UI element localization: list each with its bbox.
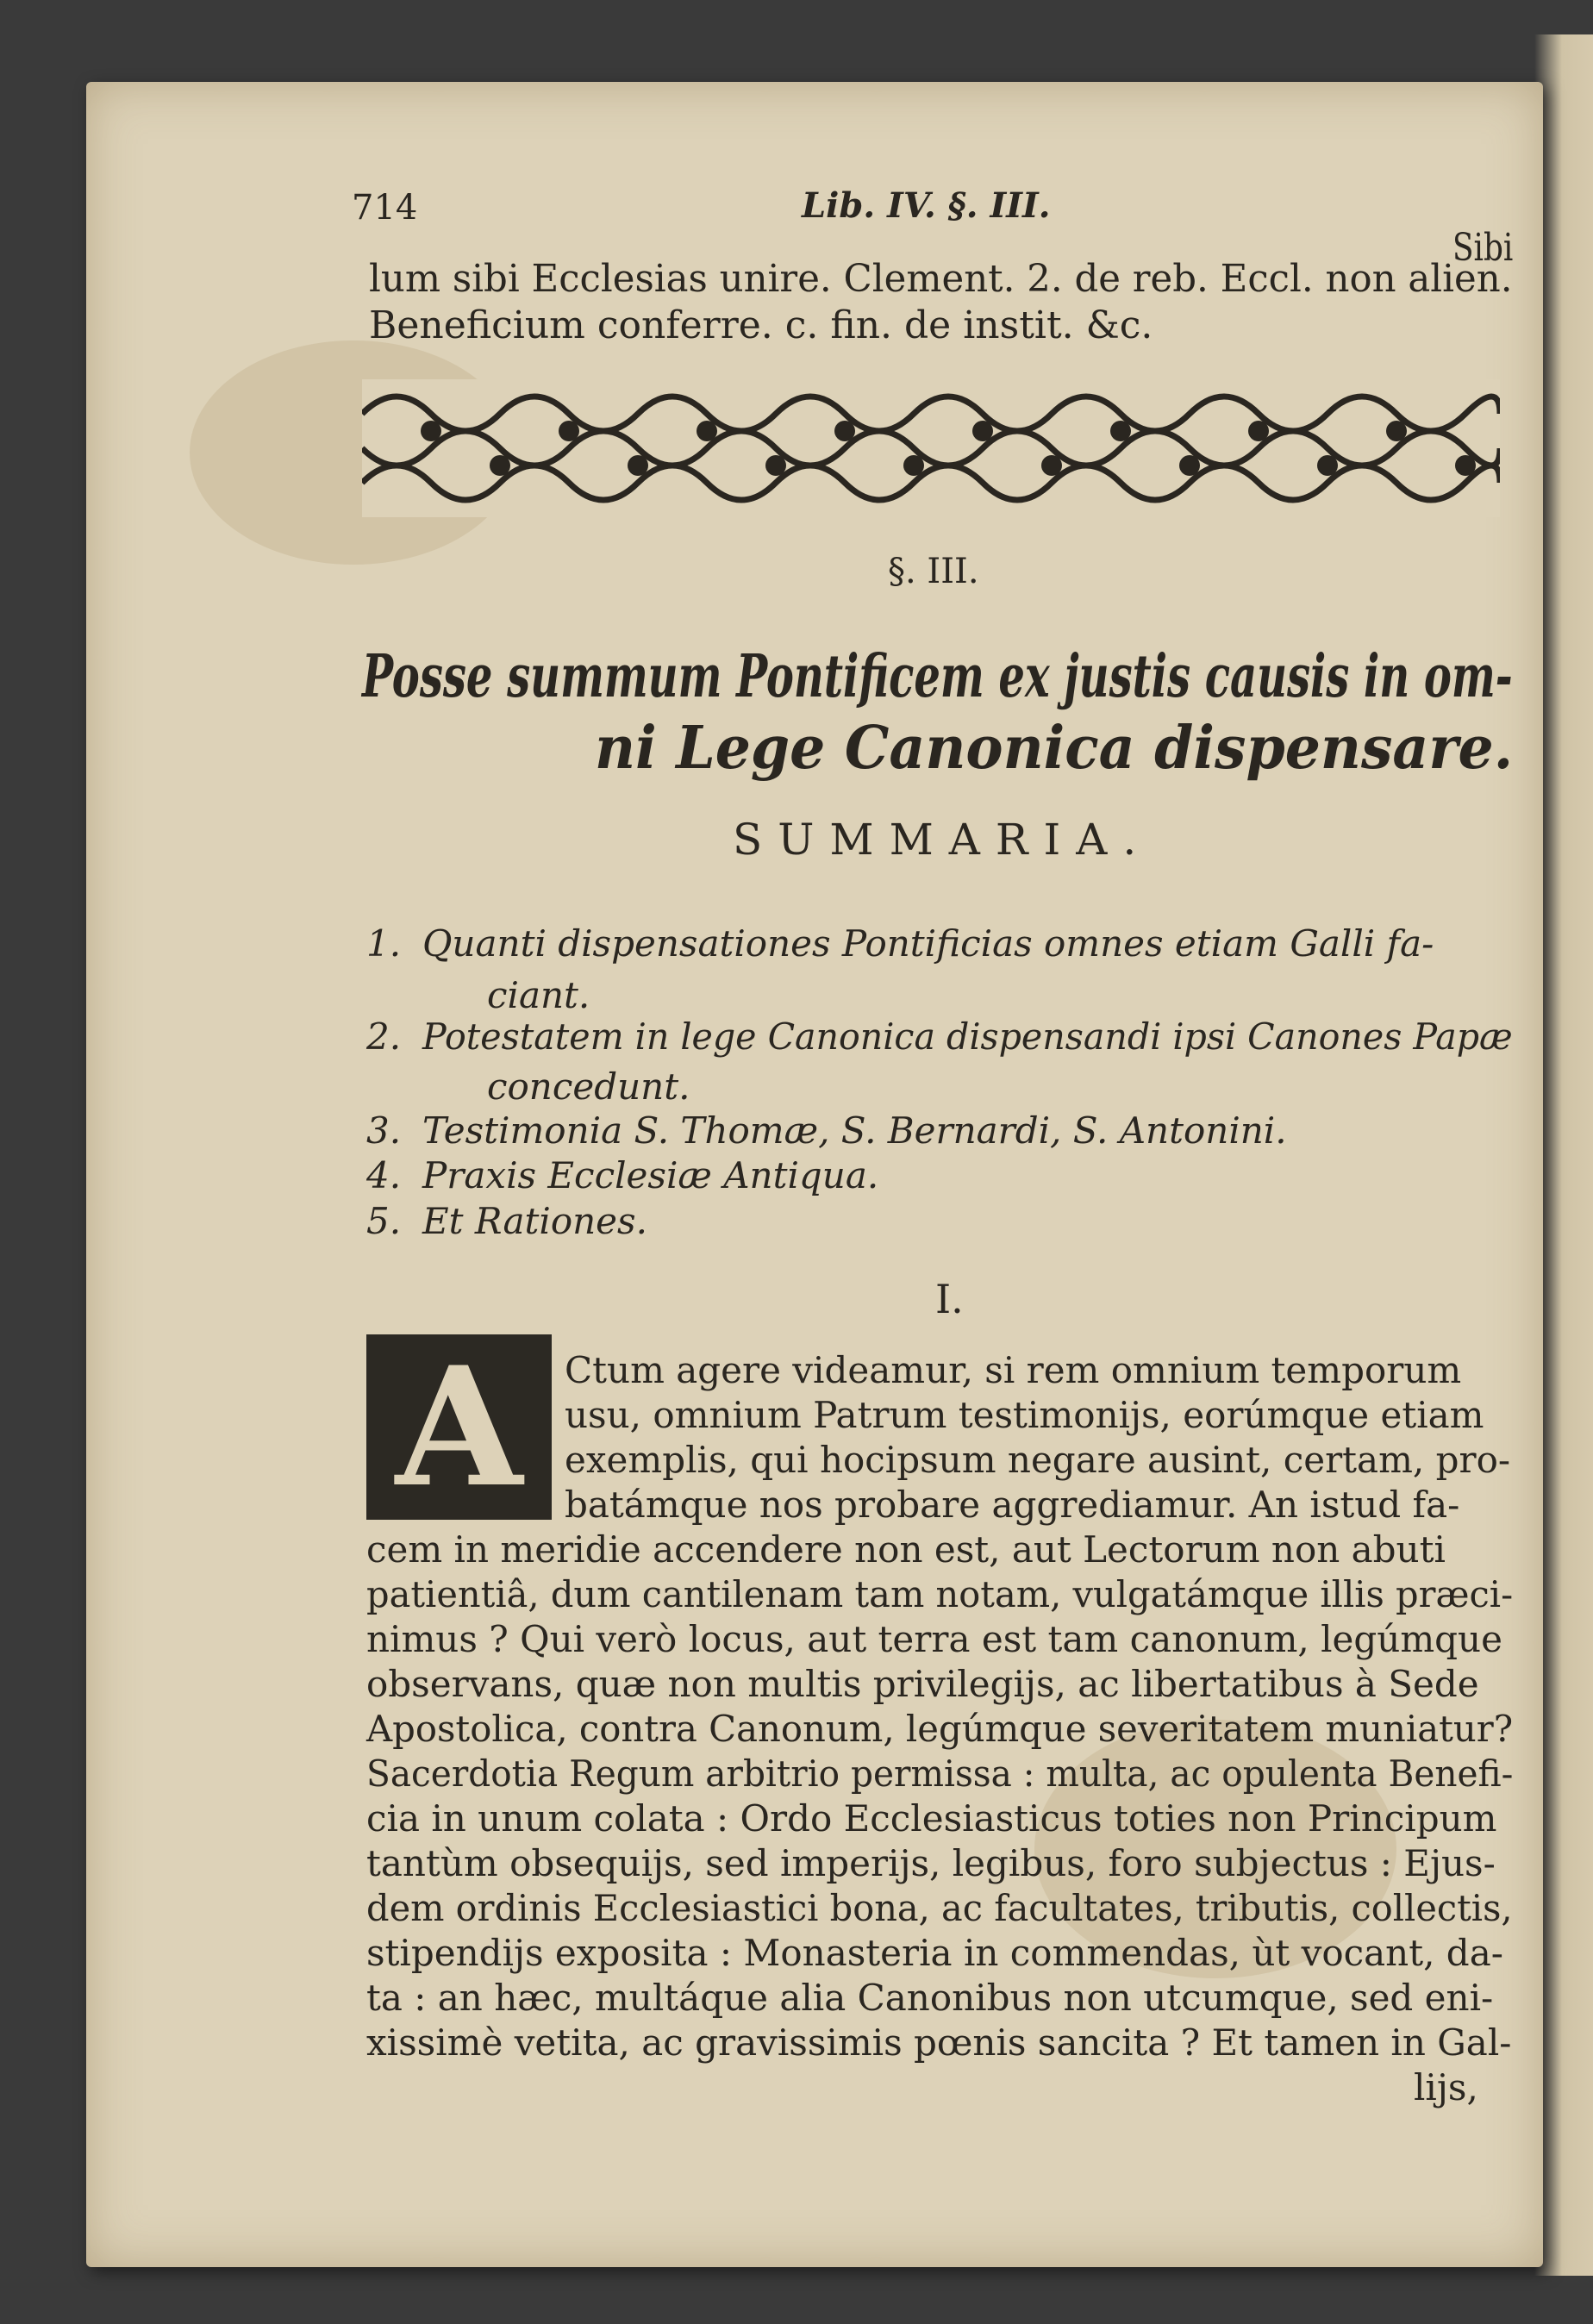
page-number: 714 bbox=[352, 188, 418, 228]
body-line: nimus ? Qui verò locus, aut terra est tam canonum, legúmque bbox=[366, 1618, 1502, 1660]
section-title: ni Lege Canonica dispensare. bbox=[595, 714, 1514, 783]
ornament-band bbox=[362, 379, 1500, 517]
body-line: xissimè vetita, ac gravissimis pœnis sancita ? Et tamen in Gal- bbox=[366, 2021, 1512, 2064]
summary-cont: concedunt. bbox=[487, 1065, 690, 1108]
intro-line: lum sibi Ecclesias unire. Clement. 2. de reb. Eccl. non alien. bbox=[369, 257, 1513, 301]
body-line: dem ordinis Ecclesiastici bona, ac facultates, tributis, collectis, bbox=[366, 1887, 1513, 1929]
summary-text: Et Rationes. bbox=[422, 1200, 647, 1242]
summary-num: 2. bbox=[366, 1015, 402, 1058]
dropcap-letter: A bbox=[395, 1331, 523, 1523]
body-line: usu, omnium Patrum testimonijs, eorúmque etiam bbox=[565, 1394, 1484, 1436]
summary-text: Testimonia S. Thomæ, S. Bernardi, S. Antonini. bbox=[422, 1109, 1287, 1152]
summary-num: 1. bbox=[366, 922, 402, 965]
catchword: Sibi bbox=[1452, 226, 1514, 270]
facing-page-edge bbox=[1534, 34, 1593, 2276]
body-line: cem in meridie accendere non est, aut Lectorum non abuti bbox=[366, 1528, 1446, 1571]
intro-line: Beneficium conferre. c. fin. de instit. &c. bbox=[369, 303, 1153, 347]
chapter-numeral: I. bbox=[935, 1276, 964, 1322]
body-line: patientiâ, dum cantilenam tam notam, vulgatámque illis præci- bbox=[366, 1573, 1514, 1615]
body-line: batámque nos probare aggrediamur. An istud fa- bbox=[565, 1484, 1460, 1526]
section-title: Posse summum Pontificem ex justis causis in om- bbox=[362, 642, 1513, 711]
summary-cont: ciant. bbox=[487, 974, 590, 1016]
body-line: Apostolica, contra Canonum, legúmque severitatem muniatur? bbox=[366, 1708, 1514, 1750]
body-line: cia in unum colata : Ordo Ecclesiasticus toties non Principum bbox=[366, 1797, 1497, 1840]
summaria-heading: SUMMARIA. bbox=[733, 815, 1153, 865]
summary-num: 4. bbox=[366, 1154, 402, 1196]
summary-num: 5. bbox=[366, 1200, 402, 1242]
summary-text: Potestatem in lege Canonica dispensandi ipsi Canones Papæ bbox=[422, 1015, 1513, 1058]
summary-text: Quanti dispensationes Pontificias omnes etiam Galli fa- bbox=[422, 922, 1434, 965]
body-line: Sacerdotia Regum arbitrio permissa : multa, ac opulenta Benefi- bbox=[366, 1752, 1514, 1795]
body-line: stipendijs exposita : Monasteria in commendas, ùt vocant, da- bbox=[366, 1932, 1503, 1974]
summary-num: 3. bbox=[366, 1109, 402, 1152]
body-line: observans, quæ non multis privilegijs, ac libertatibus à Sede bbox=[366, 1663, 1479, 1705]
summary-text: Praxis Ecclesiæ Antiqua. bbox=[422, 1154, 879, 1196]
body-line: Ctum agere videamur, si rem omnium temporum bbox=[565, 1349, 1462, 1391]
body-line: lijs, bbox=[1414, 2066, 1478, 2108]
running-head: Lib. IV. §. III. bbox=[802, 185, 1051, 226]
dropcap-block bbox=[366, 1331, 552, 1523]
body-line: exemplis, qui hocipsum negare ausint, certam, pro- bbox=[565, 1439, 1511, 1481]
body-line: ta : an hæc, multáque alia Canonibus non utcumque, sed eni- bbox=[366, 1977, 1494, 2019]
section-mark: §. III. bbox=[888, 552, 979, 591]
body-line: tantùm obsequijs, sed imperijs, legibus, foro subjectus : Ejus- bbox=[366, 1842, 1496, 1884]
